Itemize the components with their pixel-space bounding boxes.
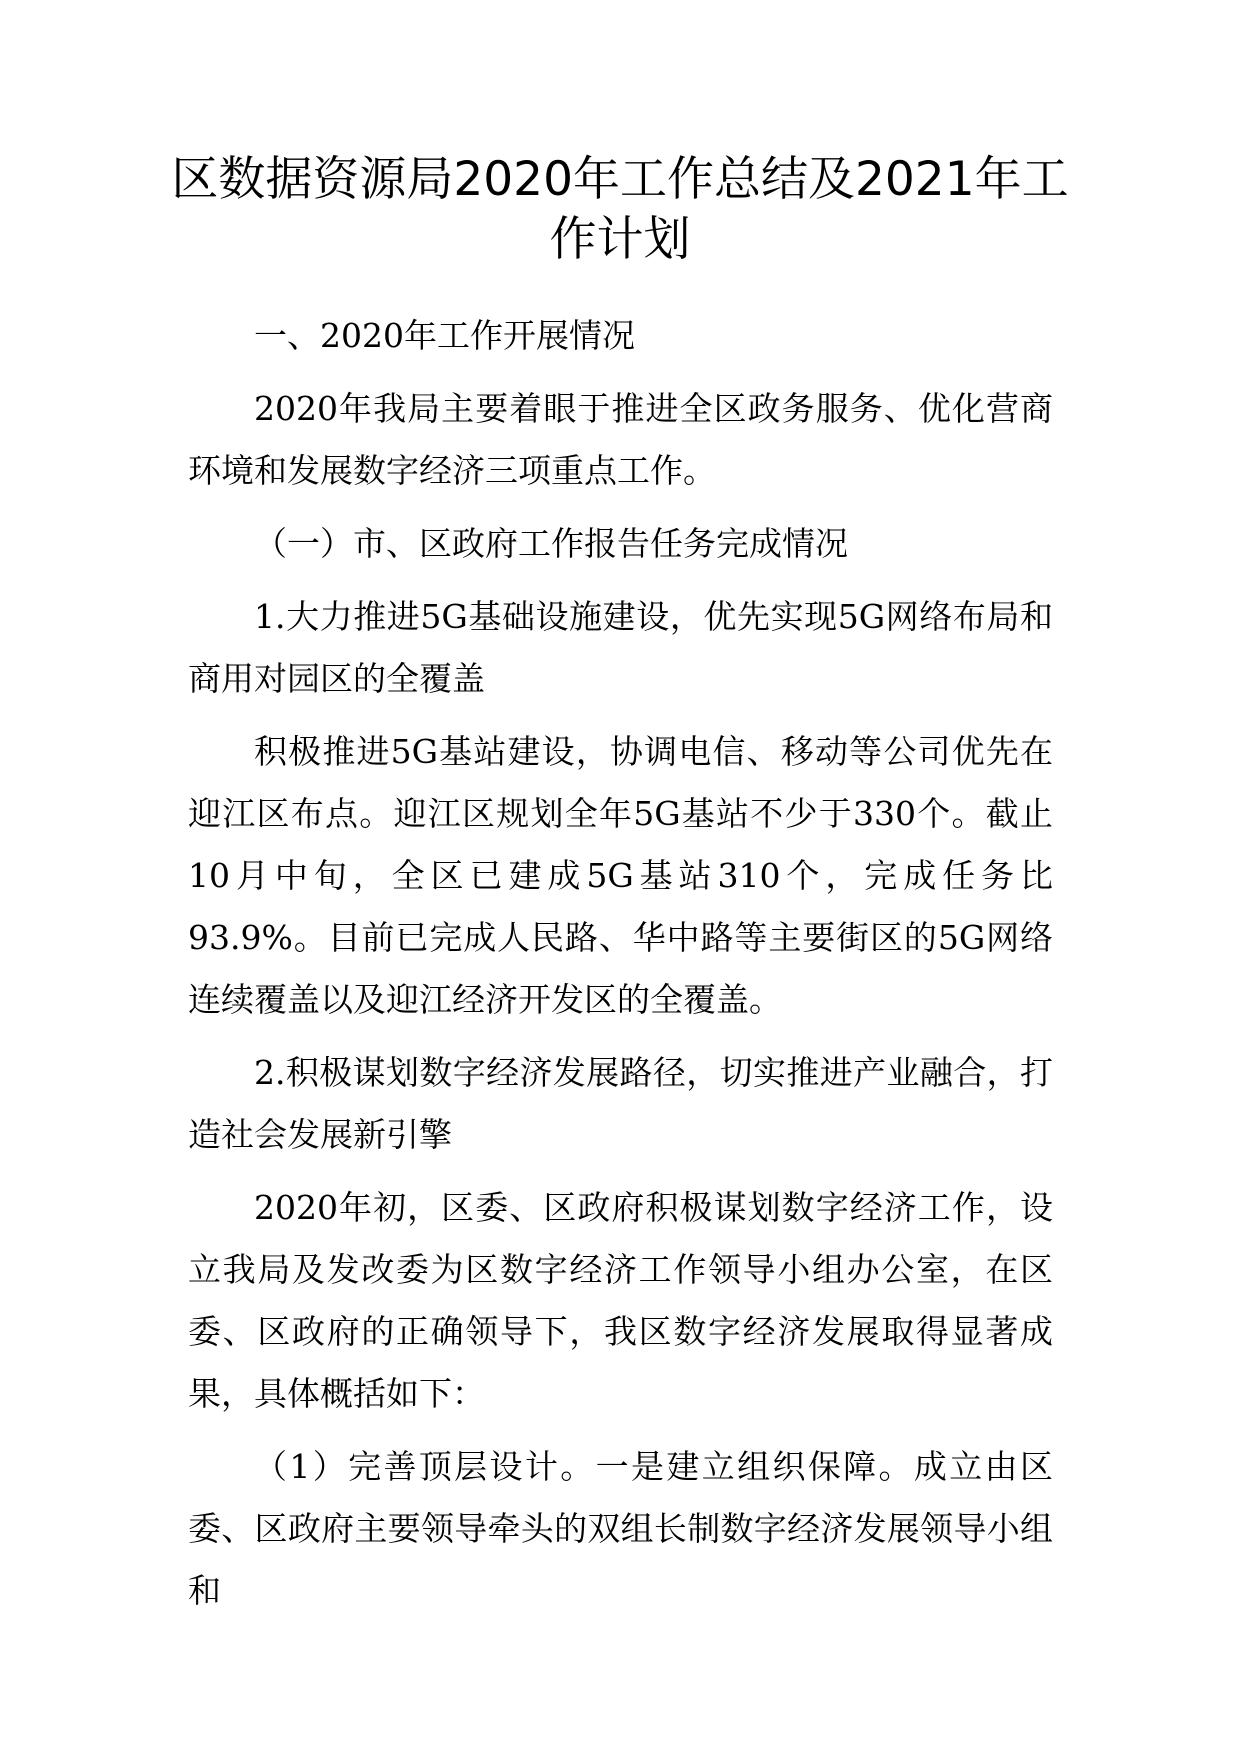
body-paragraph: 2020年我局主要着眼于推进全区政务服务、优化营商环境和发展数字经济三项重点工作。 bbox=[188, 389, 1053, 490]
section-heading: 一、2020年工作开展情况 bbox=[254, 316, 635, 355]
item-heading: 1.大力推进5G基础设施建设，优先实现5G网络布局和商用对园区的全覆盖 bbox=[188, 597, 1053, 698]
subsection-heading: （一）市、区政府工作报告任务完成情况 bbox=[254, 524, 848, 563]
body-paragraph: 2020年初，区委、区政府积极谋划数字经济工作，设立我局及发改委为区数字经济工作领导小组办公室，在区委、区政府的正确领导下，我区数字经济发展取得显著成果，具体概括如下： bbox=[188, 1188, 1053, 1413]
document-body bbox=[188, 305, 1053, 1622]
document-title: 区数据资源局2020年工作总结及2021年工作计划 bbox=[171, 152, 1069, 267]
body-paragraph: 积极推进5G基站建设，协调电信、移动等公司优先在迎江区布点。迎江区规划全年5G基站不少于330个。截止10月中旬，全区已建成5G基站310个，完成任务比93.9%。目前已完成人民路、华中路等主要街区的5G网络连续覆盖以及迎江经济开发区的全覆盖。 bbox=[188, 732, 1053, 1019]
item-heading: 2.积极谋划数字经济发展路径，切实推进产业融合，打造社会发展新引擎 bbox=[188, 1053, 1053, 1154]
body-paragraph: （1）完善顶层设计。一是建立组织保障。成立由区委、区政府主要领导牵头的双组长制数字经济发展领导小组和 bbox=[188, 1447, 1053, 1610]
